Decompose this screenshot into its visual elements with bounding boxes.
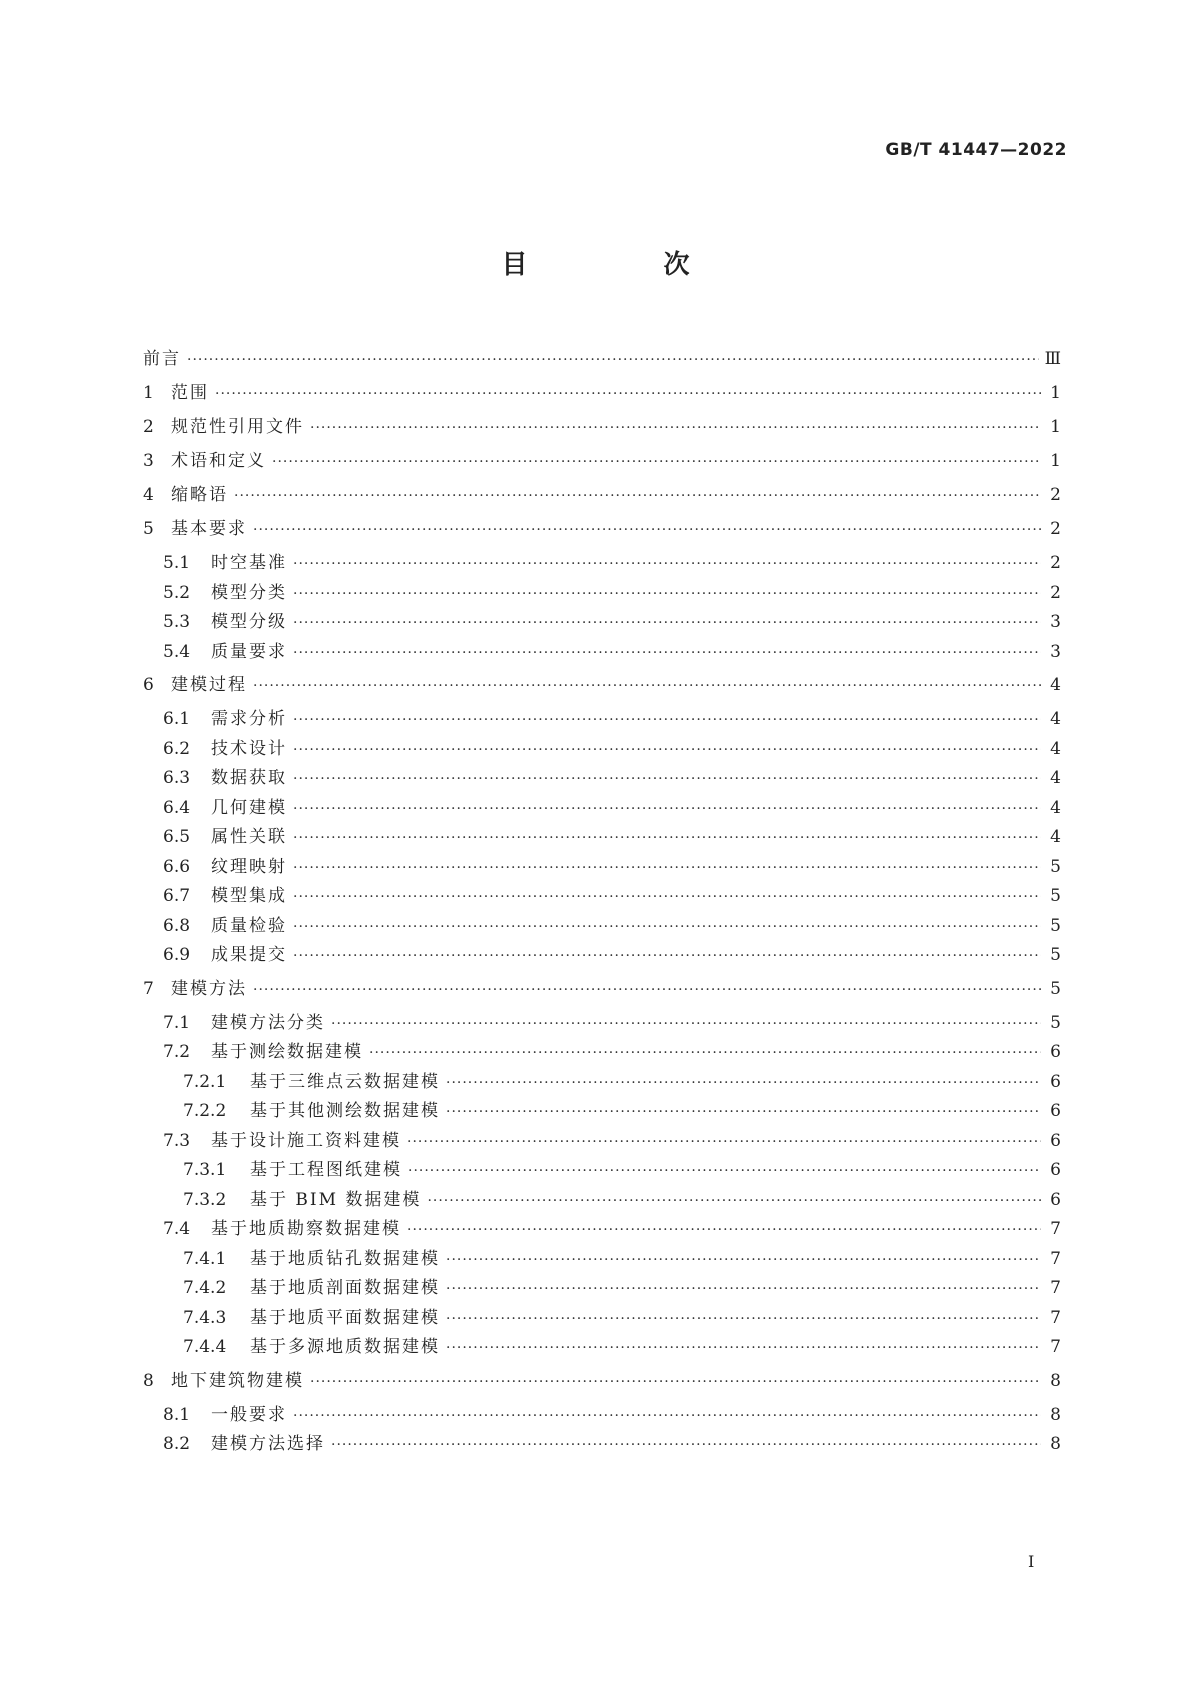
standard-code: GB/T 41447—2022 (885, 140, 1067, 160)
toc-entry-page: 6 (1050, 1071, 1061, 1092)
toc-entry-number: 3 (143, 451, 154, 471)
dot-leader (369, 1045, 1041, 1061)
dot-leader (293, 948, 1041, 964)
dot-leader (446, 1075, 1041, 1091)
toc-entry-number: 7.4.3 (183, 1307, 227, 1328)
toc-entry[interactable] (143, 1332, 1061, 1362)
dot-leader (331, 1437, 1041, 1453)
dot-leader (234, 488, 1041, 504)
dot-leader (293, 712, 1041, 728)
toc-entry-label: 基本要求 (171, 519, 247, 539)
toc-entry-label: 模型分级 (211, 612, 287, 632)
toc-entry-label: 基于其他测绘数据建模 (250, 1101, 440, 1121)
toc-entry-label: 建模方法 (171, 978, 247, 999)
toc-entry-number: 6.4 (163, 797, 191, 818)
dot-leader (293, 645, 1041, 661)
toc-entry-page: 7 (1050, 1248, 1061, 1269)
dot-leader (253, 678, 1041, 694)
toc-entry-page: 1 (1050, 451, 1061, 471)
toc-entry-page: 7 (1050, 1278, 1061, 1298)
toc-entry[interactable] (143, 412, 1061, 446)
toc-entry[interactable] (143, 1366, 1061, 1400)
toc-entry[interactable] (143, 974, 1061, 1008)
toc-entry[interactable] (143, 793, 1061, 823)
table-of-contents (143, 344, 1061, 1459)
dot-leader (253, 522, 1041, 538)
toc-entry-page: 4 (1050, 675, 1061, 695)
toc-entry[interactable] (143, 1214, 1061, 1244)
toc-entry-label: 质量检验 (211, 915, 287, 936)
toc-entry-page: 4 (1050, 768, 1061, 788)
toc-entry[interactable] (143, 763, 1061, 793)
page-folio: Ⅰ (1028, 1552, 1035, 1571)
toc-entry-page: 3 (1050, 641, 1061, 662)
toc-entry-number: 6.7 (163, 886, 191, 906)
toc-entry[interactable] (143, 1037, 1061, 1067)
toc-entry-label: 模型集成 (211, 886, 287, 906)
toc-entry[interactable] (143, 607, 1061, 637)
toc-entry[interactable] (143, 1303, 1061, 1333)
dot-leader (408, 1163, 1041, 1179)
toc-entry-label: 基于测绘数据建模 (211, 1042, 363, 1062)
toc-entry-number: 7.3.1 (183, 1160, 227, 1180)
toc-entry-number: 7.3.2 (183, 1189, 227, 1210)
toc-entry[interactable] (143, 852, 1061, 882)
toc-entry[interactable] (143, 1244, 1061, 1274)
toc-entry-label: 基于多源地质数据建模 (250, 1337, 440, 1357)
toc-entry[interactable] (143, 881, 1061, 911)
toc-entry-number: 6 (143, 675, 154, 695)
toc-entry-label: 基于 BIM 数据建模 (250, 1189, 422, 1210)
toc-entry-number: 8.2 (163, 1434, 191, 1454)
toc-entry-page: 8 (1050, 1370, 1061, 1391)
page-title: 目 次 (501, 250, 745, 280)
toc-entry-label: 地下建筑物建模 (171, 1370, 304, 1391)
toc-entry-page: 2 (1050, 582, 1061, 603)
dot-leader (331, 1016, 1041, 1032)
toc-entry[interactable] (143, 1155, 1061, 1185)
toc-entry-page: 2 (1050, 553, 1061, 573)
toc-entry-page: 5 (1050, 856, 1061, 877)
toc-entry-number: 2 (143, 417, 154, 437)
dot-leader (427, 1193, 1041, 1209)
toc-entry-page: 2 (1050, 519, 1061, 539)
toc-entry-page: 7 (1050, 1307, 1061, 1328)
toc-entry-number: 5.4 (163, 641, 191, 662)
toc-entry[interactable] (143, 1126, 1061, 1156)
toc-entry-number: 7.2.1 (183, 1071, 227, 1092)
dot-leader (293, 919, 1041, 935)
dot-leader (310, 420, 1041, 436)
toc-entry-page: 6 (1050, 1101, 1061, 1121)
toc-entry-number: 7.4.1 (183, 1248, 227, 1269)
toc-entry-page: 3 (1050, 612, 1061, 632)
toc-entry-label: 成果提交 (211, 945, 287, 965)
toc-entry-page: 5 (1050, 945, 1061, 965)
toc-entry-label: 建模方法分类 (211, 1012, 325, 1033)
toc-entry-label: 基于设计施工资料建模 (211, 1130, 401, 1151)
toc-entry-number: 6.3 (163, 768, 191, 788)
dot-leader (253, 982, 1041, 998)
toc-entry-label: 建模过程 (171, 675, 247, 695)
toc-entry[interactable] (143, 578, 1061, 608)
toc-entry[interactable] (143, 911, 1061, 941)
toc-entry-label: 纹理映射 (211, 856, 287, 877)
toc-entry[interactable] (143, 1008, 1061, 1038)
toc-entry-page: 8 (1050, 1404, 1061, 1425)
toc-entry-number: 7.2.2 (183, 1101, 227, 1121)
toc-entry-label: 基于三维点云数据建模 (250, 1071, 440, 1092)
toc-entry-number: 4 (143, 485, 154, 505)
toc-entry[interactable] (143, 446, 1061, 480)
toc-entry-label: 基于地质钻孔数据建模 (250, 1248, 440, 1269)
toc-entry[interactable] (143, 344, 1061, 378)
toc-entry-label: 基于地质平面数据建模 (250, 1307, 440, 1328)
toc-entry-page: 5 (1050, 1012, 1061, 1033)
toc-entry-page: 4 (1050, 709, 1061, 729)
toc-entry-label: 几何建模 (211, 797, 287, 818)
dot-leader (293, 889, 1041, 905)
toc-entry-number: 6.2 (163, 738, 191, 759)
toc-entry-number: 5.1 (163, 553, 191, 573)
toc-entry-label: 一般要求 (211, 1404, 287, 1425)
dot-leader (293, 860, 1041, 876)
dot-leader (293, 615, 1041, 631)
toc-entry-page: 5 (1050, 915, 1061, 936)
toc-entry[interactable] (143, 1096, 1061, 1126)
toc-entry-label: 基于地质剖面数据建模 (250, 1278, 440, 1298)
dot-leader (293, 771, 1041, 787)
toc-entry[interactable] (143, 514, 1061, 548)
dot-leader (446, 1340, 1041, 1356)
toc-entry[interactable] (143, 1273, 1061, 1303)
toc-entry[interactable] (143, 378, 1061, 412)
toc-entry-page: 6 (1050, 1160, 1061, 1180)
toc-entry-label: 建模方法选择 (211, 1434, 325, 1454)
dot-leader (407, 1222, 1041, 1238)
toc-entry-label: 基于工程图纸建模 (250, 1160, 402, 1180)
toc-entry-label: 技术设计 (211, 738, 287, 759)
toc-entry[interactable] (143, 670, 1061, 704)
dot-leader (293, 586, 1041, 602)
toc-entry-number: 6.5 (163, 827, 191, 847)
toc-entry-page: 4 (1050, 738, 1061, 759)
dot-leader (293, 801, 1041, 817)
toc-entry-number: 5.3 (163, 612, 191, 632)
dot-leader (407, 1134, 1041, 1150)
toc-entry-page: 2 (1050, 485, 1061, 505)
toc-entry-number: 7.3 (163, 1130, 191, 1151)
dot-leader (187, 352, 1039, 368)
dot-leader (293, 742, 1041, 758)
dot-leader (446, 1104, 1041, 1120)
toc-entry-page: 7 (1050, 1337, 1061, 1357)
toc-entry-page: 4 (1050, 797, 1061, 818)
toc-entry-number: 8.1 (163, 1404, 191, 1425)
toc-entry-number: 7.2 (163, 1042, 191, 1062)
toc-entry[interactable] (143, 480, 1061, 514)
dot-leader (293, 830, 1041, 846)
dot-leader (293, 556, 1041, 572)
dot-leader (446, 1281, 1041, 1297)
toc-entry-label: 基于地质勘察数据建模 (211, 1219, 401, 1239)
dot-leader (310, 1374, 1041, 1390)
toc-entry-label: 模型分类 (211, 582, 287, 603)
toc-entry-page: 6 (1050, 1189, 1061, 1210)
toc-entry[interactable] (143, 822, 1061, 852)
toc-entry-page: 1 (1050, 383, 1061, 403)
dot-leader (293, 1408, 1041, 1424)
dot-leader (446, 1311, 1041, 1327)
toc-entry-number: 7.4.4 (183, 1337, 227, 1357)
toc-entry[interactable] (143, 1429, 1061, 1459)
toc-entry-page: 7 (1050, 1219, 1061, 1239)
toc-entry-label: 数据获取 (211, 768, 287, 788)
toc-entry-number: 6.6 (163, 856, 191, 877)
toc-entry-number: 7 (143, 978, 154, 999)
toc-entry-number: 5.2 (163, 582, 191, 603)
toc-entry-label: 规范性引用文件 (171, 417, 304, 437)
dot-leader (215, 386, 1041, 402)
toc-entry-label: 缩略语 (171, 485, 228, 505)
toc-entry-page: 4 (1050, 827, 1061, 847)
toc-entry-number: 7.1 (163, 1012, 191, 1033)
toc-entry[interactable] (143, 1400, 1061, 1430)
toc-entry-number: 1 (143, 383, 154, 403)
toc-entry-number: 7.4 (163, 1219, 191, 1239)
toc-entry-label: 范围 (171, 383, 209, 403)
toc-entry-page: 6 (1050, 1130, 1061, 1151)
toc-entry-page: 8 (1050, 1434, 1061, 1454)
toc-entry[interactable] (143, 940, 1061, 970)
toc-entry-number: 8 (143, 1370, 154, 1391)
toc-entry-label: 术语和定义 (171, 451, 266, 471)
toc-entry-number: 6.9 (163, 945, 191, 965)
toc-entry-page: 5 (1050, 978, 1061, 999)
toc-entry[interactable] (143, 548, 1061, 578)
toc-entry-label: 前言 (143, 349, 181, 369)
toc-entry-number: 5 (143, 519, 154, 539)
dot-leader (272, 454, 1041, 470)
toc-entry-page: 1 (1050, 417, 1061, 437)
toc-entry[interactable] (143, 1185, 1061, 1215)
toc-entry-page: Ⅲ (1044, 349, 1061, 369)
toc-entry[interactable] (143, 637, 1061, 667)
dot-leader (446, 1252, 1041, 1268)
toc-entry-page: 5 (1050, 886, 1061, 906)
toc-entry[interactable] (143, 1067, 1061, 1097)
toc-entry[interactable] (143, 704, 1061, 734)
toc-entry-number: 6.1 (163, 709, 191, 729)
toc-entry-label: 需求分析 (211, 709, 287, 729)
toc-entry-label: 属性关联 (211, 827, 287, 847)
toc-entry-page: 6 (1050, 1042, 1061, 1062)
toc-entry-label: 质量要求 (211, 641, 287, 662)
toc-entry[interactable] (143, 734, 1061, 764)
toc-entry-number: 7.4.2 (183, 1278, 227, 1298)
toc-entry-number: 6.8 (163, 915, 191, 936)
toc-entry-label: 时空基准 (211, 553, 287, 573)
